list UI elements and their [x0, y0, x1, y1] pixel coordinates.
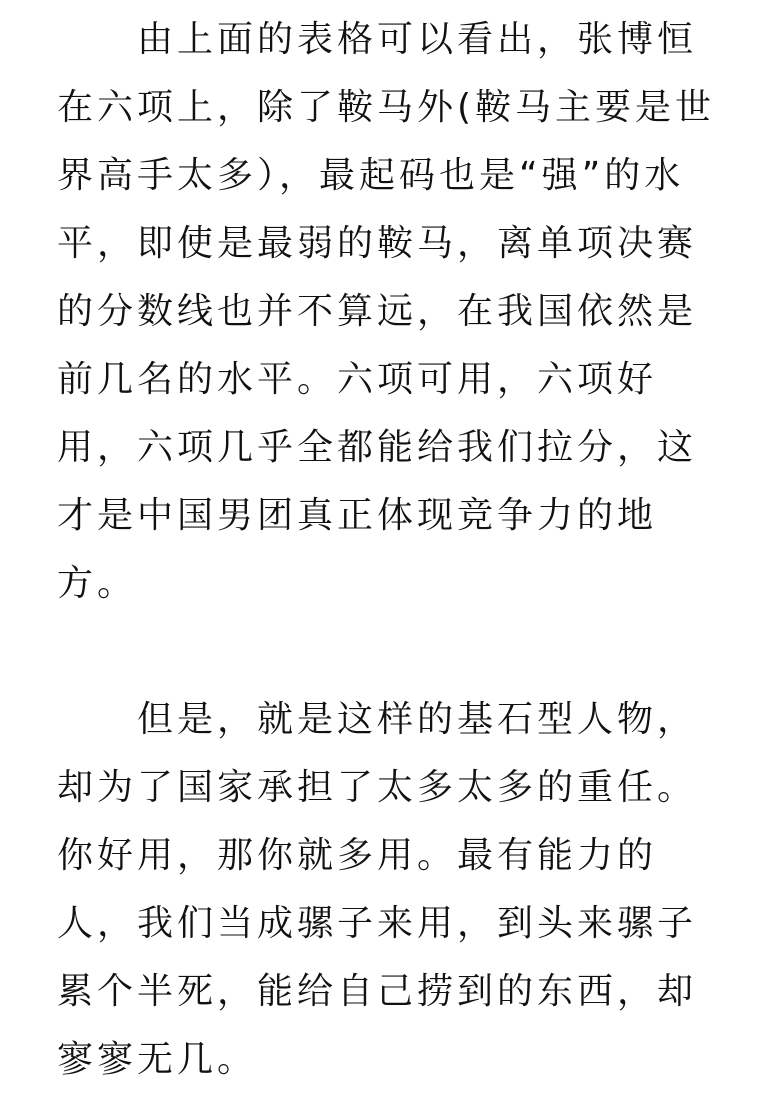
text-line: 才是中国男团真正体现竞争力的地 — [57, 495, 658, 536]
text-line: 却为了国家承担了太多太多的重任。 — [57, 767, 698, 808]
text-line: 人，我们当成骡子来用，到头来骡子 — [57, 903, 698, 944]
text-line: 平，即使是最弱的鞍马，离单项决赛 — [57, 223, 698, 264]
text-line: 由上面的表格可以看出，张博恒 — [137, 19, 698, 60]
text-line: 在六项上，除了鞍马外(鞍马主要是世 — [57, 87, 716, 128]
text-line: 界高手太多），最起码也是“强”的水 — [57, 155, 685, 196]
paragraph-2 — [57, 686, 717, 1094]
text-line: 累个半死，能给自己捞到的东西，却 — [57, 971, 698, 1012]
paragraph-1 — [57, 6, 717, 618]
text-line: 但是，就是这样的基石型人物， — [137, 699, 698, 740]
text-line: 的分数线也并不算远，在我国依然是 — [57, 291, 698, 332]
text-line: 前几名的水平。六项可用，六项好 — [57, 359, 658, 400]
text-line: 你好用，那你就多用。最有能力的 — [57, 835, 658, 876]
article-body — [57, 6, 717, 1094]
text-line: 方。 — [57, 563, 138, 604]
text-line: 寥寥无几。 — [57, 1039, 258, 1080]
paragraph-spacer — [57, 618, 717, 686]
text-line: 用，六项几乎全都能给我们拉分，这 — [57, 427, 698, 468]
